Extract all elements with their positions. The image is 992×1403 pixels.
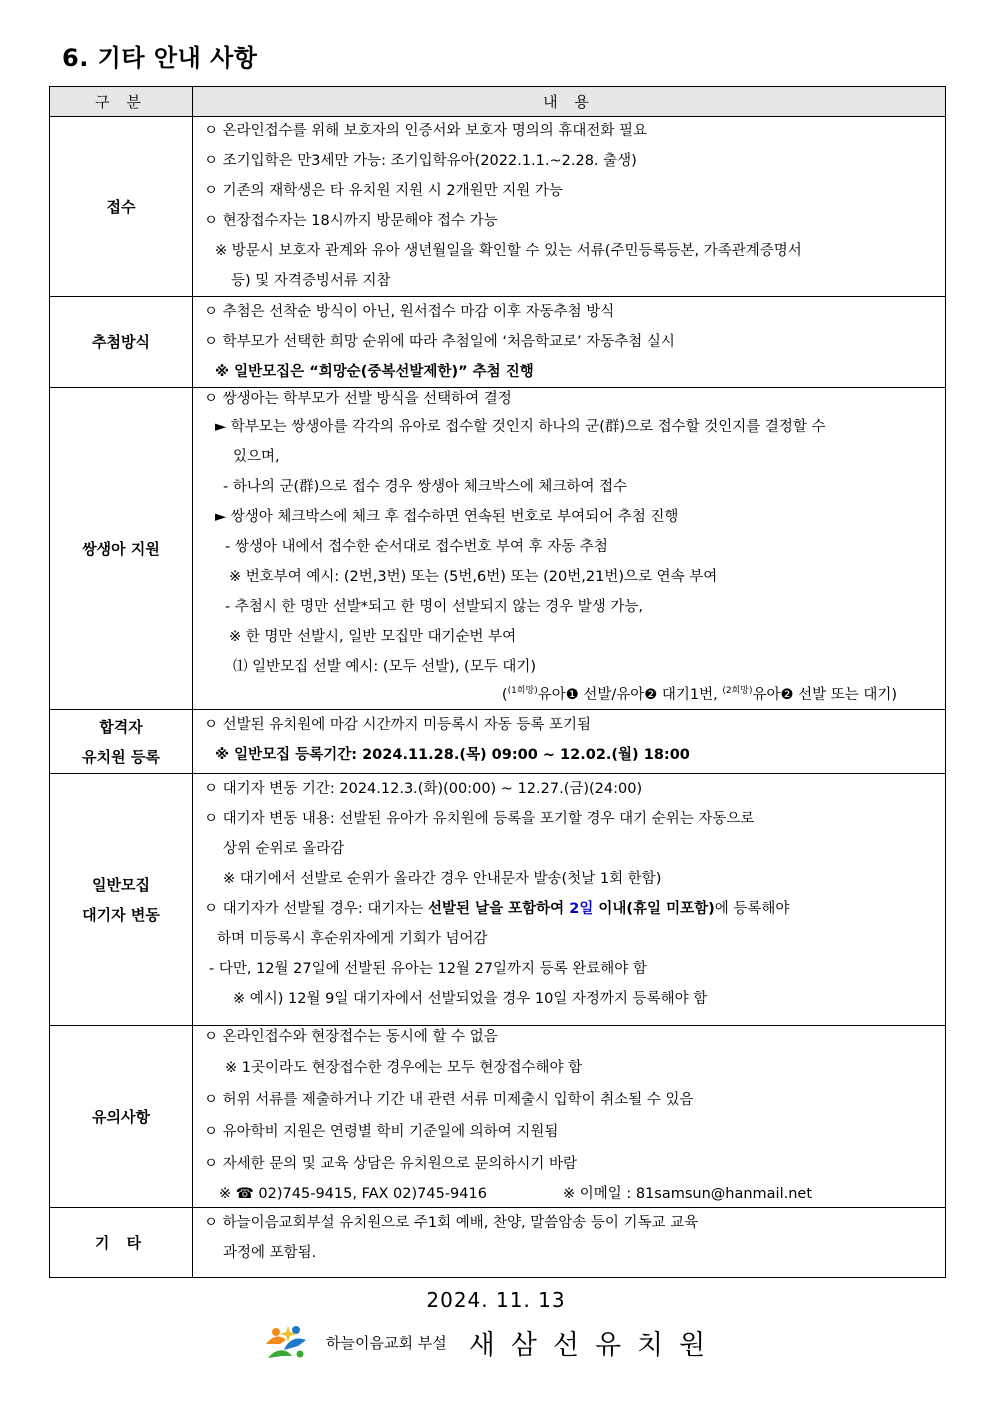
row-category: 기 타 <box>50 1208 193 1278</box>
table-row <box>50 388 946 710</box>
content-line: ㅇ 대기자 변동 내용: 선발된 유아가 유치원에 등록을 포기할 경우 대기 순위는 자동으로 <box>204 811 755 827</box>
table-row <box>50 710 946 774</box>
content-line: ㅇ 추첨은 선착순 방식이 아닌, 원서접수 마감 이후 자동추첨 방식 <box>204 304 615 320</box>
content-line: ► 학부모는 쌍생아를 각각의 유아로 접수할 것인지 하나의 군(群)으로 접수할 것인지를 결정할 수 <box>215 419 826 435</box>
row-content <box>193 388 946 710</box>
content-line: ㅇ 학부모가 선택한 희망 순위에 따라 추첨일에 ‘처음학교로’ 자동추첨 실시 <box>204 334 675 350</box>
header-content: 내 용 <box>193 87 946 117</box>
content-line: - 쌍생아 내에서 접수한 순서대로 접수번호 부여 후 자동 추첨 <box>225 539 608 555</box>
kindergarten-name: 새삼선유치원 <box>468 1329 722 1361</box>
text-part: 에 등록해야 <box>714 901 790 917</box>
content-line: - 다만, 12월 27일에 선발된 유아는 12월 27일까지 등록 완료해야 함 <box>209 961 647 977</box>
content-line: ※ 방문시 보호자 관계와 유아 생년월일을 확인할 수 있는 서류(주민등록등본, 가족관계증명서 <box>215 243 802 259</box>
category-line: 대기자 변동 <box>82 905 160 924</box>
info-table <box>49 86 946 1278</box>
content-line: ㅇ 쌍생아는 학부모가 선발 방식을 선택하여 결정 <box>204 391 512 407</box>
content-line: ㅇ 조기입학은 만3세만 가능: 조기입학유아(2022.1.1.~2.28. 출생) <box>204 153 637 169</box>
category-line: 일반모집 <box>92 875 150 894</box>
content-line: ㅇ 허위 서류를 제출하거나 기간 내 관련 서류 미제출시 입학이 취소될 수 있음 <box>204 1092 694 1108</box>
document-date: 2024. 11. 13 <box>426 1288 566 1312</box>
text-part: 선발된 날을 포함하여 <box>428 901 570 917</box>
row-category <box>50 710 193 774</box>
content-line <box>193 894 945 924</box>
content-line: 있으며, <box>233 449 280 465</box>
row-content <box>193 774 946 1026</box>
content-line: ※ 한 명만 선발시, 일반 모집만 대기순번 부여 <box>229 629 517 645</box>
content-line: 과정에 포함됨. <box>223 1245 317 1261</box>
content-line: 등) 및 자격증빙서류 지참 <box>231 273 391 289</box>
twin-example-line: ($^{(1희망)}$유아❶ 선발/유아❷ 대기1번, $^{(2희망)}$유아❷ 선발 또는 대기) <box>501 686 897 703</box>
row-category: 유의사항 <box>50 1026 193 1208</box>
content-line: ⑴ 일반모집 선발 예시: (모두 선발), (모두 대기) <box>233 659 536 675</box>
email: ※ 이메일 : 81samsun@hanmail.net <box>562 1186 813 1202</box>
content-line: ㅇ 온라인접수를 위해 보호자의 인증서와 보호자 명의의 휴대전화 필요 <box>204 123 648 139</box>
row-category <box>50 774 193 1026</box>
header-category: 구 분 <box>50 87 193 117</box>
department-label: 하늘이음교회 부설 <box>326 1333 447 1352</box>
superscript: (1희망) <box>507 686 538 697</box>
category-line: 합격자 <box>99 717 143 736</box>
phone-fax: ※ ☎ 02)745-9415, FAX 02)745-9416 <box>219 1186 487 1202</box>
category-line: 유치원 등록 <box>82 747 160 766</box>
row-content <box>193 710 946 774</box>
content-line: ※ 예시) 12월 9일 대기자에서 선발되었을 경우 10일 자정까지 등록해야 함 <box>233 991 708 1007</box>
table-header-row <box>50 87 946 117</box>
content-line: ※ 일반모집은 “희망순(중복선발제한)” 추첨 진행 <box>215 364 534 380</box>
row-category: 추첨방식 <box>50 297 193 388</box>
content-line: ※ 일반모집 등록기간: 2024.11.28.(목) 09:00 ~ 12.02.(월) 18:00 <box>215 747 690 763</box>
example-part: 유아❶ 선발/유아❷ 대기1번, <box>537 687 718 703</box>
content-line: ㅇ 기존의 재학생은 타 유치원 지원 시 2개원만 지원 가능 <box>204 183 563 199</box>
table-row <box>50 1026 946 1208</box>
row-content <box>193 117 946 297</box>
church-logo-icon <box>262 1322 310 1362</box>
row-category: 접수 <box>50 117 193 297</box>
text-part: ㅇ 대기자가 선발될 경우: 대기자는 <box>204 901 429 917</box>
superscript: (2희망) <box>722 686 753 697</box>
row-category: 쌍생아 지원 <box>50 388 193 710</box>
table-row <box>50 297 946 388</box>
row-content <box>193 297 946 388</box>
row-content <box>193 1208 946 1278</box>
content-line: ㅇ 현장접수자는 18시까지 방문해야 접수 가능 <box>204 213 498 229</box>
section-title: 6. 기타 안내 사항 <box>62 44 258 72</box>
footer-signature <box>262 1322 721 1362</box>
table-row <box>50 1208 946 1278</box>
content-line: ㅇ 온라인접수와 현장접수는 동시에 할 수 없음 <box>204 1029 498 1045</box>
content-line: ㅇ 유아학비 지원은 연령별 학비 기준일에 의하여 지원됨 <box>204 1124 559 1140</box>
content-line: ※ 대기에서 선발로 순위가 올라간 경우 안내문자 발송(첫날 1회 한함) <box>223 871 662 887</box>
text-part: 이내(휴일 미포함) <box>593 901 715 917</box>
content-line: ㅇ 자세한 문의 및 교육 상담은 유치원으로 문의하시기 바람 <box>204 1156 578 1172</box>
contact-line <box>193 1180 945 1207</box>
content-line: 상위 순위로 올라감 <box>223 841 345 857</box>
content-line: ㅇ 대기자 변동 기간: 2024.12.3.(화)(00:00) ~ 12.27.(금)(24:00) <box>204 781 643 797</box>
row-content <box>193 1026 946 1208</box>
content-line: ► 쌍생아 체크박스에 체크 후 접수하면 연속된 번호로 부여되어 추첨 진행 <box>215 509 679 525</box>
content-line: ※ 1곳이라도 현장접수한 경우에는 모두 현장접수해야 함 <box>225 1060 583 1076</box>
content-line: - 추첨시 한 명만 선발*되고 한 명이 선발되지 않는 경우 발생 가능, <box>225 599 643 615</box>
table-row <box>50 774 946 1026</box>
example-part: 유아❷ 선발 또는 대기) <box>752 687 897 703</box>
content-line: 하며 미등록시 후순위자에게 기회가 넘어감 <box>217 931 488 947</box>
highlight-2days: 2일 <box>569 901 594 917</box>
content-line: - 하나의 군(群)으로 접수 경우 쌍생아 체크박스에 체크하여 접수 <box>223 479 628 495</box>
content-line: ※ 번호부여 예시: (2번,3번) 또는 (5번,6번) 또는 (20번,21번)으로 연속 부여 <box>229 569 718 585</box>
content-line: ㅇ 하늘이음교회부설 유치원으로 주1회 예배, 찬양, 말씀암송 등이 기독교 교육 <box>204 1215 699 1231</box>
table-row <box>50 117 946 297</box>
content-line: ㅇ 선발된 유치원에 마감 시간까지 미등록시 자동 등록 포기됨 <box>204 717 592 733</box>
